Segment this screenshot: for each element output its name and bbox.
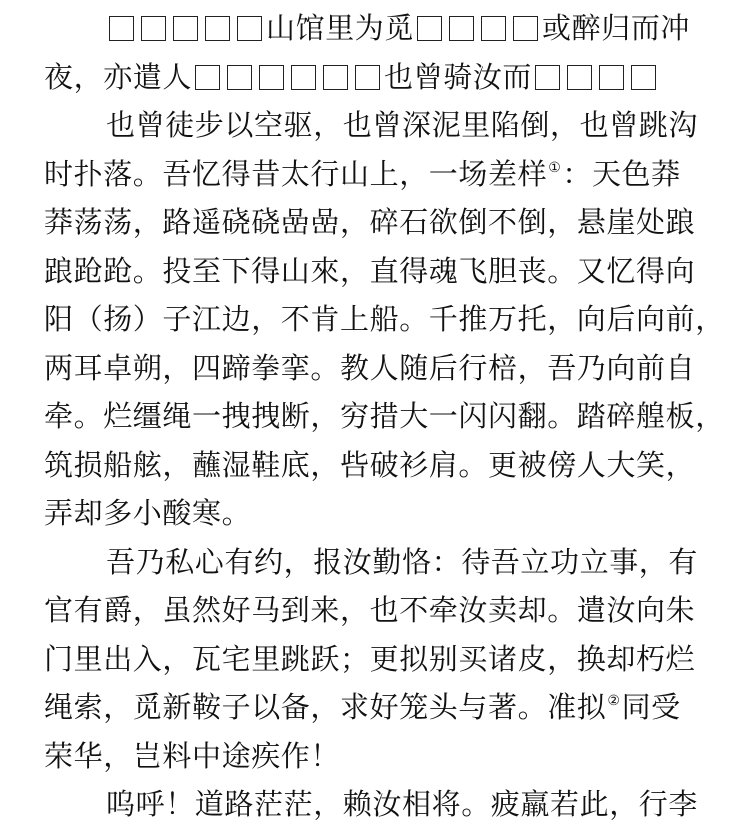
missing-character-box <box>259 65 284 90</box>
missing-character-box <box>535 65 560 90</box>
text-line <box>44 4 724 53</box>
text-run: 弄却多小酸寒。 <box>44 496 252 530</box>
text-line <box>44 101 724 150</box>
text-run: 筑损船舷，蘸湿鞋底，呰破衫肩。更被傍人大笑， <box>44 447 696 482</box>
paragraph <box>44 780 724 829</box>
missing-character-box <box>417 16 442 41</box>
text-line <box>44 683 724 732</box>
missing-character-box <box>599 65 624 90</box>
missing-character-box <box>141 16 166 41</box>
text-run: 吾乃私心有约，报汝勤恪：待吾立功立事，有 <box>106 544 699 579</box>
footnote-marker: ② <box>607 693 621 709</box>
text-run: 两耳卓朔，四蹄拳挛。教人随后行棓，吾乃向前自 <box>44 350 696 385</box>
missing-character-box <box>227 65 252 90</box>
document-page <box>44 4 724 829</box>
text-run: 也曾骑汝而 <box>384 59 533 94</box>
text-line <box>44 295 724 344</box>
text-line <box>44 441 724 490</box>
text-line <box>44 392 724 441</box>
missing-character-box <box>195 65 220 90</box>
missing-character-box <box>291 65 316 90</box>
text-line <box>44 150 724 199</box>
text-run: 同受 <box>621 690 681 724</box>
missing-character-box <box>513 16 538 41</box>
missing-character-box <box>449 16 474 41</box>
text-line <box>44 489 724 538</box>
text-line <box>44 586 724 635</box>
text-run: 山馆里为觅 <box>266 11 415 45</box>
missing-character-box <box>567 65 592 90</box>
text-line <box>44 732 724 781</box>
text-run: 莽荡荡，路遥硗硗嵒嵒，碎石欲倒不倒，悬崖处踉 <box>44 205 696 239</box>
text-line <box>44 247 724 296</box>
paragraph <box>44 101 724 538</box>
text-run: 或醉归而冲 <box>542 11 691 45</box>
text-line <box>44 538 724 587</box>
missing-character-box <box>355 65 380 90</box>
text-line <box>44 198 724 247</box>
text-run: 呜呼！道路茫茫，赖汝相将。疲羸若此，行李 <box>106 787 699 821</box>
paragraph <box>44 4 724 101</box>
text-run: 时扑落。吾忆得昔太行山上，一场差样 <box>44 156 548 191</box>
text-line <box>44 53 724 102</box>
text-line <box>44 635 724 684</box>
text-run: ：天色莽 <box>562 156 681 191</box>
missing-character-box <box>631 65 656 90</box>
text-run: 牵。烂缰绳一拽拽断，穷措大一闪闪翻。踏碎艎板， <box>44 399 725 433</box>
missing-character-box <box>481 16 506 41</box>
missing-character-box <box>109 16 134 41</box>
paragraph <box>44 538 724 781</box>
text-run: 也曾徒步以空驱，也曾深泥里陷倒，也曾跳沟 <box>106 108 699 142</box>
text-run: 门里出入，瓦宅里跳跃；更拟别买诸皮，换却朽烂 <box>44 641 696 676</box>
text-run: 官有爵，虽然好马到来，也不牵汝卖却。遣汝向朱 <box>44 593 696 627</box>
text-run: 绳索，觅新鞍子以备，求好笼头与著。准拟 <box>44 690 607 724</box>
text-line <box>44 780 724 829</box>
text-run: 荣华，岂料中途疾作！ <box>44 738 341 773</box>
missing-character-box <box>237 16 262 41</box>
footnote-marker: ① <box>548 159 562 176</box>
missing-character-box <box>323 65 348 90</box>
missing-character-box <box>173 16 198 41</box>
missing-character-box <box>205 16 230 41</box>
text-line <box>44 344 724 393</box>
text-run: 踉跄跄。投至下得山來，直得魂飞胆丧。又忆得向 <box>44 253 696 288</box>
text-run: 夜，亦遣人 <box>44 59 193 94</box>
text-run: 阳（扬）子江边，不肯上船。千推万托，向后向前， <box>44 302 725 336</box>
